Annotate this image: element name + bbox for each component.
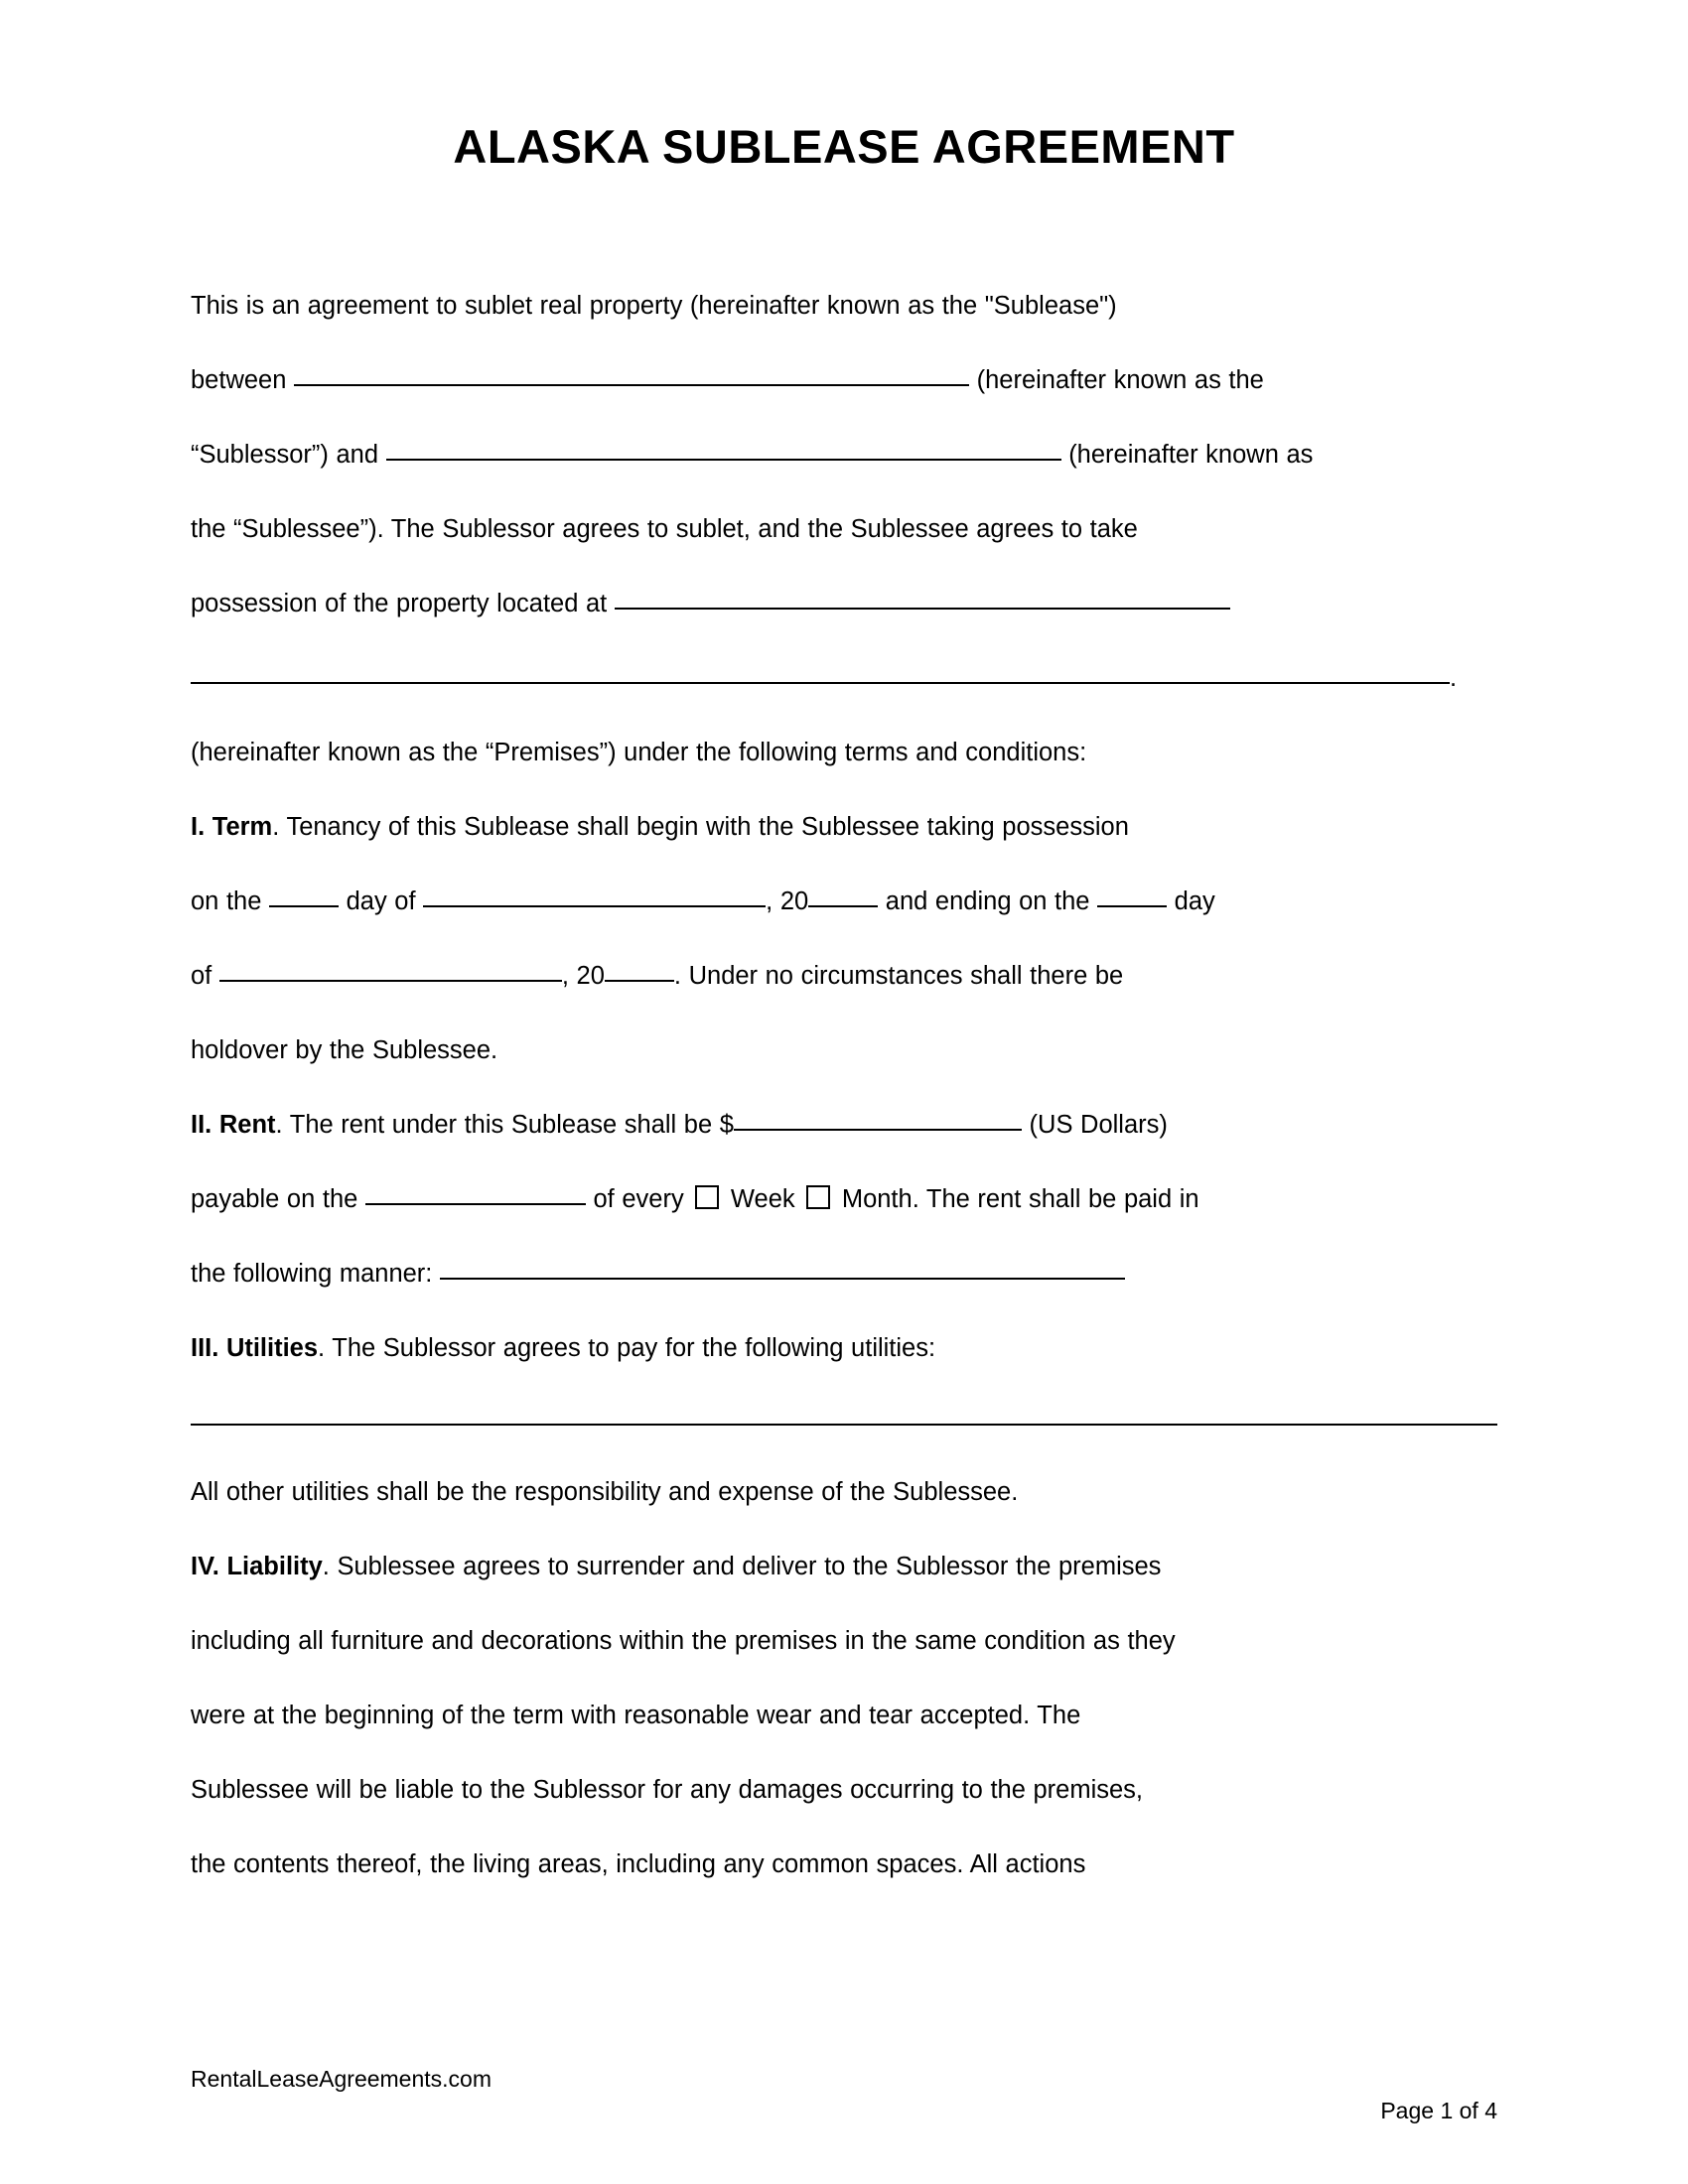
section-rent-text-1: . The rent under this Sublease shall be $ [275, 1111, 734, 1139]
section-liability-line-3 [191, 1679, 1497, 1753]
intro-line-6 [191, 641, 1497, 716]
section-utilities-line-1 [191, 1311, 1497, 1386]
section-liability-text-1: . Sublessee agrees to surrender and deliver to the Sublessor the premises [322, 1553, 1162, 1580]
utilities-blank-line[interactable] [191, 1424, 1497, 1426]
term-start-year-blank[interactable] [808, 882, 878, 907]
section-rent-line-1 [191, 1088, 1497, 1162]
term-start-day-blank[interactable] [269, 882, 339, 907]
section-liability-heading: Liability [226, 1553, 323, 1580]
intro-text-5-before: possession of the property located at [191, 590, 608, 617]
section-term-text-1: . Tenancy of this Sublease shall begin with the Sublessee taking possession [272, 813, 1129, 841]
property-address-blank-2[interactable] [191, 658, 1450, 684]
intro-line-3 [191, 418, 1497, 492]
property-address-blank-1[interactable] [615, 584, 1230, 610]
section-term-line-3 [191, 939, 1497, 1014]
section-term-text-10: holdover by the Sublessee. [191, 1036, 498, 1064]
section-rent-text-6: the following manner: [191, 1260, 433, 1288]
section-liability-line-1 [191, 1530, 1497, 1604]
footer-page-number: Page 1 of 4 [1380, 2098, 1497, 2123]
rent-due-date-blank[interactable] [365, 1179, 586, 1205]
section-utilities-text-2: All other utilities shall be the responsibility and expense of the Sublessee. [191, 1478, 1019, 1506]
term-start-month-blank[interactable] [423, 882, 766, 907]
intro-text-6-after: . [1450, 664, 1458, 692]
section-utilities-text-1: . The Sublessor agrees to pay for the following utilities: [318, 1334, 936, 1362]
section-term-heading: Term [211, 813, 273, 841]
sublessor-name-blank[interactable] [294, 360, 969, 386]
document-body [0, 269, 1688, 1902]
section-rent-heading: Rent [218, 1111, 276, 1139]
section-term-text-8: , 20 [561, 962, 605, 990]
rent-option-month: Month [841, 1185, 913, 1213]
term-end-day-blank[interactable] [1097, 882, 1167, 907]
footer-site-name: RentalLeaseAgreements.com [191, 2066, 492, 2092]
intro-text-3-before: “Sublessor”) and [191, 441, 378, 469]
section-term-number: I. [191, 813, 206, 841]
term-end-month-blank[interactable] [219, 956, 562, 982]
section-liability-text-3: were at the beginning of the term with reasonable wear and tear accepted. The [191, 1702, 1081, 1729]
section-term-text-5: and ending on the [885, 887, 1090, 915]
intro-line-7 [191, 716, 1497, 790]
section-term-line-2 [191, 865, 1497, 939]
section-term-text-2: on the [191, 887, 262, 915]
page-title: ALASKA SUBLEASE AGREEMENT [453, 120, 1235, 173]
intro-text-1: This is an agreement to sublet real property (hereinafter known as the "Sublease") [191, 292, 1117, 320]
section-rent-text-4: of every [593, 1185, 684, 1213]
section-liability-text-5: the contents thereof, the living areas, including any common spaces. All actions [191, 1850, 1086, 1878]
intro-text-2-before: between [191, 366, 287, 394]
section-utilities-heading: Utilities [225, 1334, 319, 1362]
checkbox-week[interactable] [695, 1185, 719, 1209]
page-footer [0, 2066, 1688, 2123]
section-term-line-4 [191, 1014, 1497, 1088]
intro-line-4 [191, 492, 1497, 567]
intro-text-7: (hereinafter known as the “Premises”) under the following terms and conditions: [191, 739, 1087, 766]
section-rent-line-3 [191, 1237, 1497, 1311]
section-rent-line-2 [191, 1162, 1497, 1237]
section-term-text-4: , 20 [766, 887, 809, 915]
section-term-text-6: day [1174, 887, 1215, 915]
intro-text-2-after: (hereinafter known as the [976, 366, 1264, 394]
intro-text-4: the “Sublessee”). The Sublessor agrees to sublet, and the Sublessee agrees to take [191, 515, 1138, 543]
sublessee-name-blank[interactable] [386, 435, 1061, 461]
section-rent-text-3: payable on the [191, 1185, 358, 1213]
section-liability-line-2 [191, 1604, 1497, 1679]
section-term-text-9: . Under no circumstances shall there be [673, 962, 1124, 990]
rent-manner-blank[interactable] [440, 1254, 1125, 1280]
intro-text-3-after: (hereinafter known as [1068, 441, 1314, 469]
section-term-text-3: day of [346, 887, 416, 915]
intro-line-2 [191, 343, 1497, 418]
rent-amount-blank[interactable] [734, 1105, 1022, 1131]
section-rent-number: II. [191, 1111, 212, 1139]
section-liability-text-4: Sublessee will be liable to the Sublessor for any damages occurring to the premises, [191, 1776, 1144, 1804]
section-rent-text-2: (US Dollars) [1029, 1111, 1168, 1139]
intro-line-5 [191, 567, 1497, 641]
section-liability-line-4 [191, 1753, 1497, 1828]
section-term-line-1 [191, 790, 1497, 865]
term-end-year-blank[interactable] [605, 956, 674, 982]
section-liability-number: IV. [191, 1553, 219, 1580]
section-utilities-line-2 [191, 1455, 1497, 1530]
section-term-text-7: of [191, 962, 212, 990]
section-liability-text-2: including all furniture and decorations within the premises in the same condition as they [191, 1627, 1176, 1655]
checkbox-month[interactable] [806, 1185, 830, 1209]
section-utilities-number: III. [191, 1334, 219, 1362]
section-liability-line-5 [191, 1828, 1497, 1902]
section-rent-text-5: . The rent shall be paid in [912, 1185, 1199, 1213]
intro-line-1 [191, 269, 1497, 343]
rent-option-week: Week [730, 1185, 795, 1213]
